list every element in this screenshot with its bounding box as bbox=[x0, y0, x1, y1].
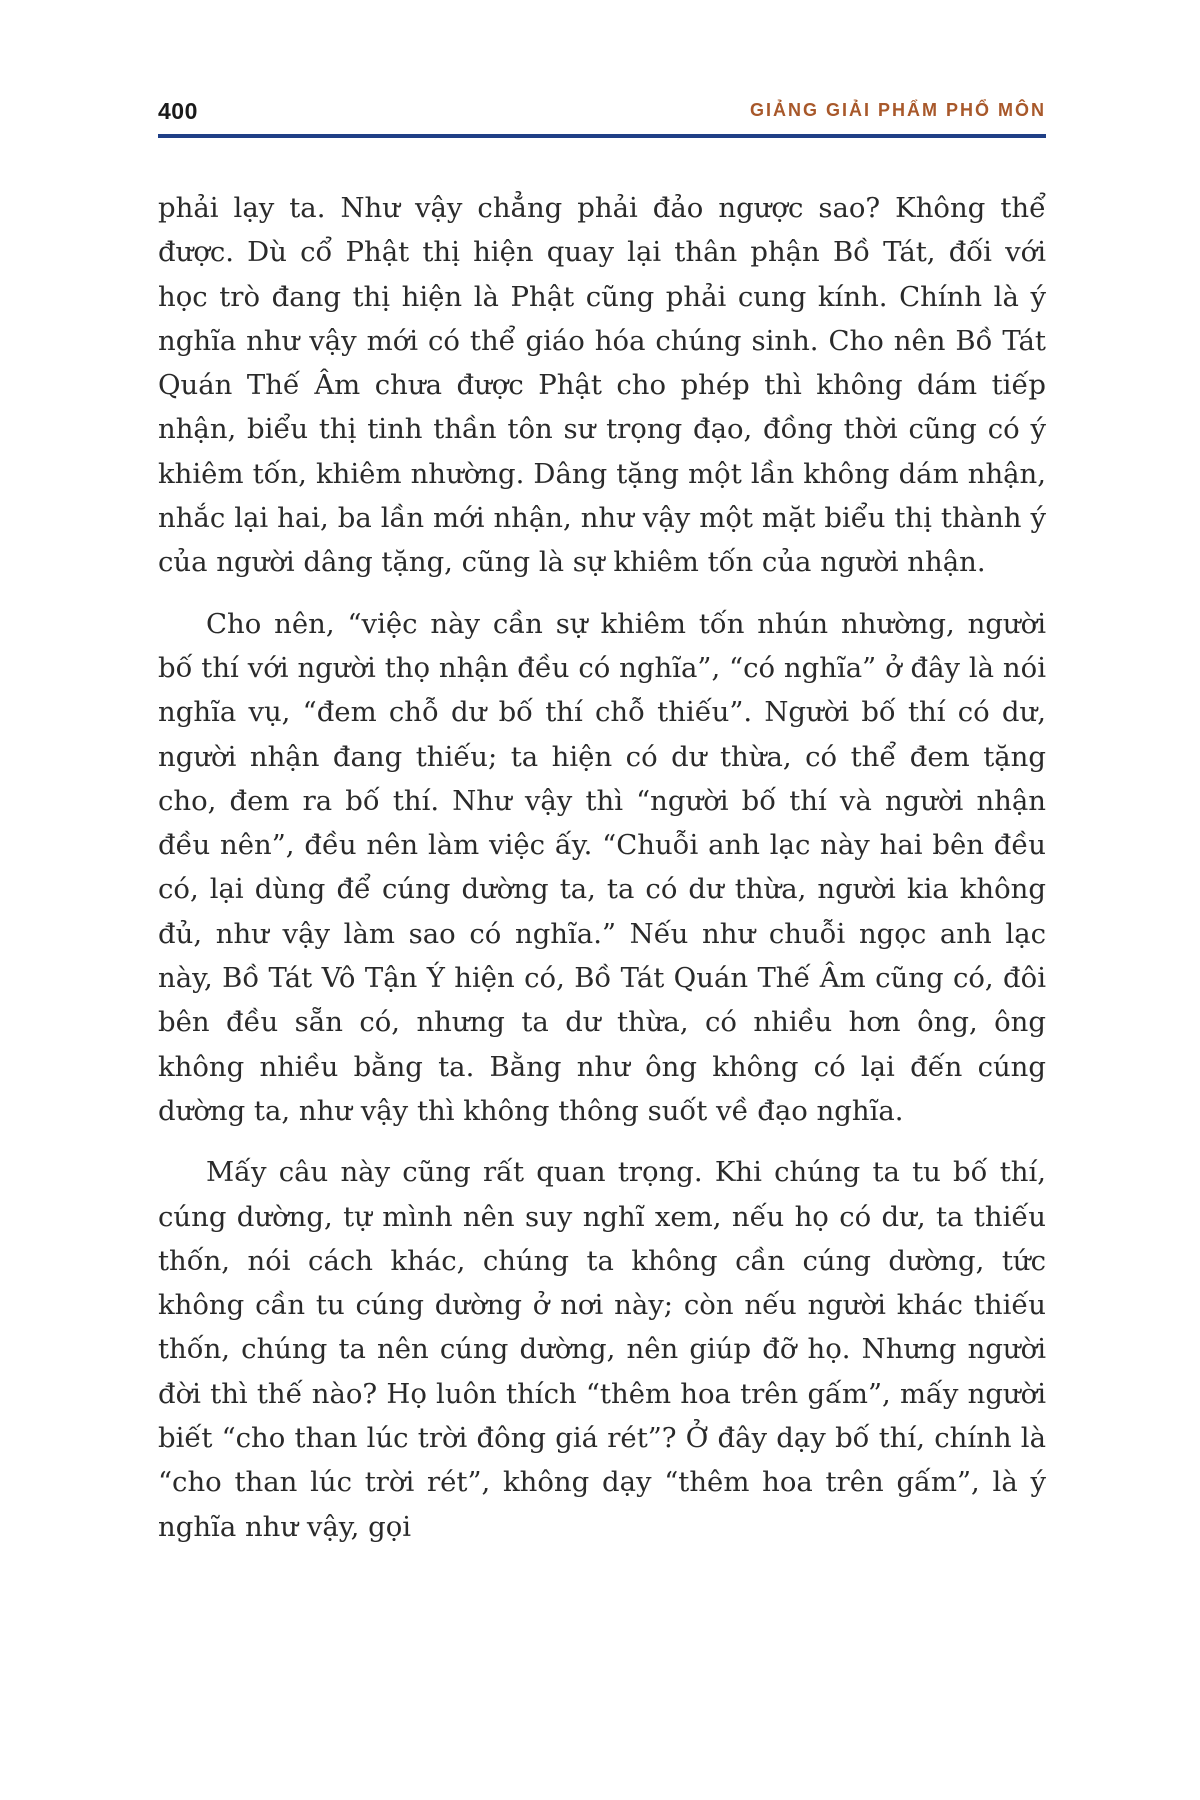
body-text bbox=[158, 186, 1046, 1566]
paragraph: Mấy câu này cũng rất quan trọng. Khi chúng ta tu bố thí, cúng dường, tự mình nên suy nghĩ xem, nếu họ có dư, ta thiếu thốn, nói cách khác, chúng ta không cần cúng dường, tức không cần tu cúng dường ở nơi này; còn nếu người khác thiếu thốn, chúng ta nên cúng dường, nên giúp đỡ họ. Nhưng người đời thì thế nào? Họ luôn thích “thêm hoa trên gấm”, mấy người biết “cho than lúc trời đông giá rét”? Ở đây dạy bố thí, chính là “cho than lúc trời rét”, không dạy “thêm hoa trên gấm”, là ý nghĩa như vậy, gọi bbox=[158, 1156, 1046, 1543]
page-number: 400 bbox=[158, 98, 198, 124]
running-title: GIẢNG GIẢI PHẨM PHỔ MÔN bbox=[749, 100, 1046, 120]
header-rule bbox=[158, 134, 1046, 138]
page-header bbox=[158, 90, 1046, 138]
paragraph: Cho nên, “việc này cần sự khiêm tốn nhún nhường, người bố thí với người thọ nhận đều có nghĩa”, “có nghĩa” ở đây là nói nghĩa vụ, “đem chỗ dư bố thí chỗ thiếu”. Người bố thí có dư, người nhận đang thiếu; ta hiện có dư thừa, có thể đem tặng cho, đem ra bố thí. Như vậy thì “người bố thí và người nhận đều nên”, đều nên làm việc ấy. “Chuỗi anh lạc này hai bên đều có, lại dùng để cúng dường ta, ta có dư thừa, người kia không đủ, như vậy làm sao có nghĩa.” Nếu như chuỗi ngọc anh lạc này, Bồ Tát Vô Tận Ý hiện có, Bồ Tát Quán Thế Âm cũng có, đôi bên đều sẵn có, nhưng ta dư thừa, có nhiều hơn ông, ông không nhiều bằng ta. Bằng như ông không có lại đến cúng dường ta, như vậy thì không thông suốt về đạo nghĩa. bbox=[158, 607, 1046, 1127]
paragraph: phải lạy ta. Như vậy chẳng phải đảo ngược sao? Không thể được. Dù cổ Phật thị hiện quay lại thân phận Bồ Tát, đối với học trò đang thị hiện là Phật cũng phải cung kính. Chính là ý nghĩa như vậy mới có thể giáo hóa chúng sinh. Cho nên Bồ Tát Quán Thế Âm chưa được Phật cho phép thì không dám tiếp nhận, biểu thị tinh thần tôn sư trọng đạo, đồng thời cũng có ý khiêm tốn, khiêm nhường. Dâng tặng một lần không dám nhận, nhắc lại hai, ba lần mới nhận, như vậy một mặt biểu thị thành ý của người dâng tặng, cũng là sự khiêm tốn của người nhận. bbox=[158, 192, 1046, 579]
